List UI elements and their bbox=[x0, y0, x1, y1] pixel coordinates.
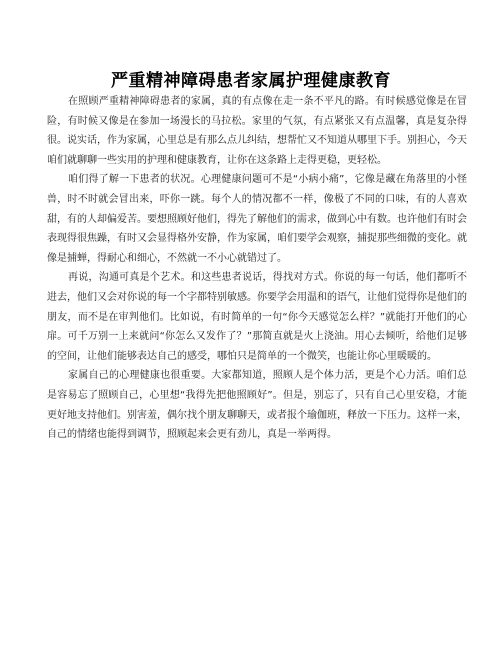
document-title: 严重精神障碍患者家属护理健康教育 bbox=[111, 71, 391, 92]
document-body bbox=[47, 92, 467, 445]
paragraph-1: 在照顾严重精神障碍患者的家属，真的有点像在走一条不平凡的路。有时候感觉像是在冒险，有时候又像是在参加一场漫长的马拉松。家里的气氛，有点紧张又有点温馨，真是复杂得很。说实话，作为家属，心里总是有那么点儿纠结，想帮忙又不知道从哪里下手。别担心，今天咱们就聊聊一些实用的护理和健康教育，让你在这条路上走得更稳，更轻松。 bbox=[47, 96, 467, 166]
paragraph-2: 咱们得了解一下患者的状况。心理健康问题可不是“小病小痛”，它像是藏在角落里的小怪兽，时不时就会冒出来，吓你一跳。每个人的情况都不一样，像极了不同的口味，有的人喜欢甜，有的人却偏爱苦。要想照顾好他们，得先了解他们的需求，做到心中有数。也许他们有时会表现得很焦躁，有时又会显得格外安静，作为家属，咱们要学会观察，捕捉那些细微的变化。就像是捕蝉，得耐心和细心，不然就一不小心就错过了。 bbox=[47, 174, 467, 264]
paragraph-4: 家属自己的心理健康也很重要。大家都知道，照顾人是个体力活，更是个心力活。咱们总是容易忘了照顾自己，心里想“我得先把他照顾好”。但是，别忘了，只有自己心里安稳，才能更好地支持他们。别害羞，偶尔找个朋友聊聊天，或者报个瑜伽班，释放一下压力。这样一来，自己的情绪也能得到调节，照顾起来会更有劲儿，真是一举两得。 bbox=[47, 370, 467, 441]
paragraph-3: 再说，沟通可真是个艺术。和这些患者说话，得找对方式。你说的每一句话，他们都听不进去，他们又会对你说的每一个字都特别敏感。你要学会用温和的语气，让他们觉得你是他们的朋友，而不是在审判他们。比如说，有时简单的一句“你今天感觉怎么样？”就能打开他们的心扉。可千万别一上来就问“你怎么又发作了？”那简直就是火上浇油。用心去倾听，给他们足够的空间，让他们能够表达自己的感受，哪怕只是简单的一个微笑，也能让你心里暖暖的。 bbox=[47, 272, 467, 362]
